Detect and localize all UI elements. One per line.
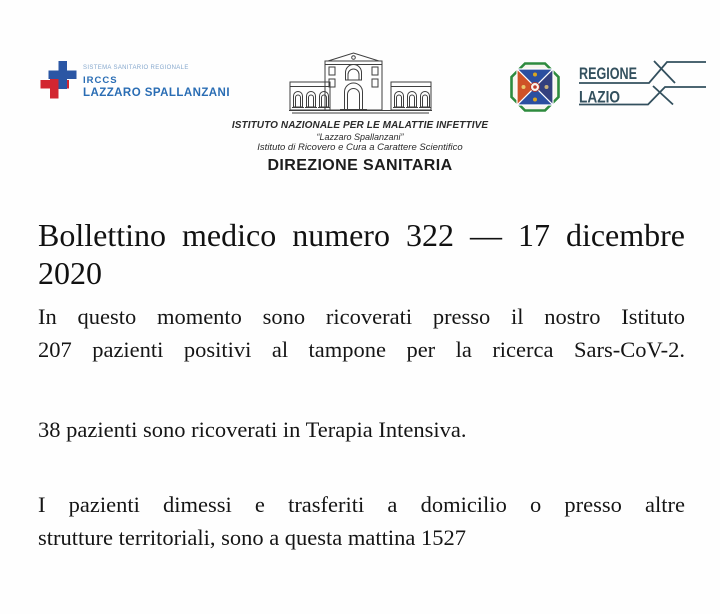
paragraph-3-line-2: strutture territoriali, sono a questa mattina 1527 <box>38 525 467 550</box>
regione-lazio-logotype <box>577 57 707 110</box>
irccs-logo-text <box>83 60 230 99</box>
bulletin-title-line2: 2020 <box>38 255 102 291</box>
paragraph-3-line-1: I pazienti dimessi e trasferiti a domicilio o presso altre <box>38 492 685 517</box>
paragraph-intensive-care <box>38 413 685 446</box>
paragraph-1-line-2: 207 pazienti positivi al tampone per la ricerca Sars-CoV-2. <box>38 337 685 362</box>
paragraph-discharged <box>38 488 685 554</box>
bulletin-title-line1: Bollettino medico numero 322 — 17 dicembre <box>38 217 685 253</box>
health-direction-label: DIREZIONE SANITARIA <box>267 157 453 174</box>
bulletin-title <box>38 216 685 292</box>
irccs-acronym: IRCCS <box>83 75 118 86</box>
institute-subname: “Lazzaro Spallanzani” <box>316 132 404 142</box>
lazio-word: LAZIO <box>579 87 620 107</box>
health-cross-icon <box>40 60 77 101</box>
institute-building-icon <box>288 52 433 115</box>
paragraph-hospitalized <box>38 300 685 366</box>
paragraph-2-line-1: 38 pazienti sono ricoverati in Terapia Intensiva. <box>38 417 467 442</box>
irccs-logo <box>40 60 230 101</box>
paragraph-1-line-1: In questo momento sono ricoverati presso il nostro Istituto <box>38 304 685 329</box>
lazio-coat-of-arms-icon <box>510 62 560 112</box>
institute-description: Istituto di Ricovero e Cura a Carattere Scientifico <box>257 142 463 153</box>
institute-text-block <box>110 120 610 175</box>
region-word: REGIONE <box>579 64 637 83</box>
regional-health-system-label: SISTEMA SANITARIO REGIONALE <box>83 65 189 71</box>
irccs-institute-name: LAZZARO SPALLANZANI <box>83 87 230 99</box>
institute-name: ISTITUTO NAZIONALE PER LE MALATTIE INFETTIVE <box>231 120 489 131</box>
